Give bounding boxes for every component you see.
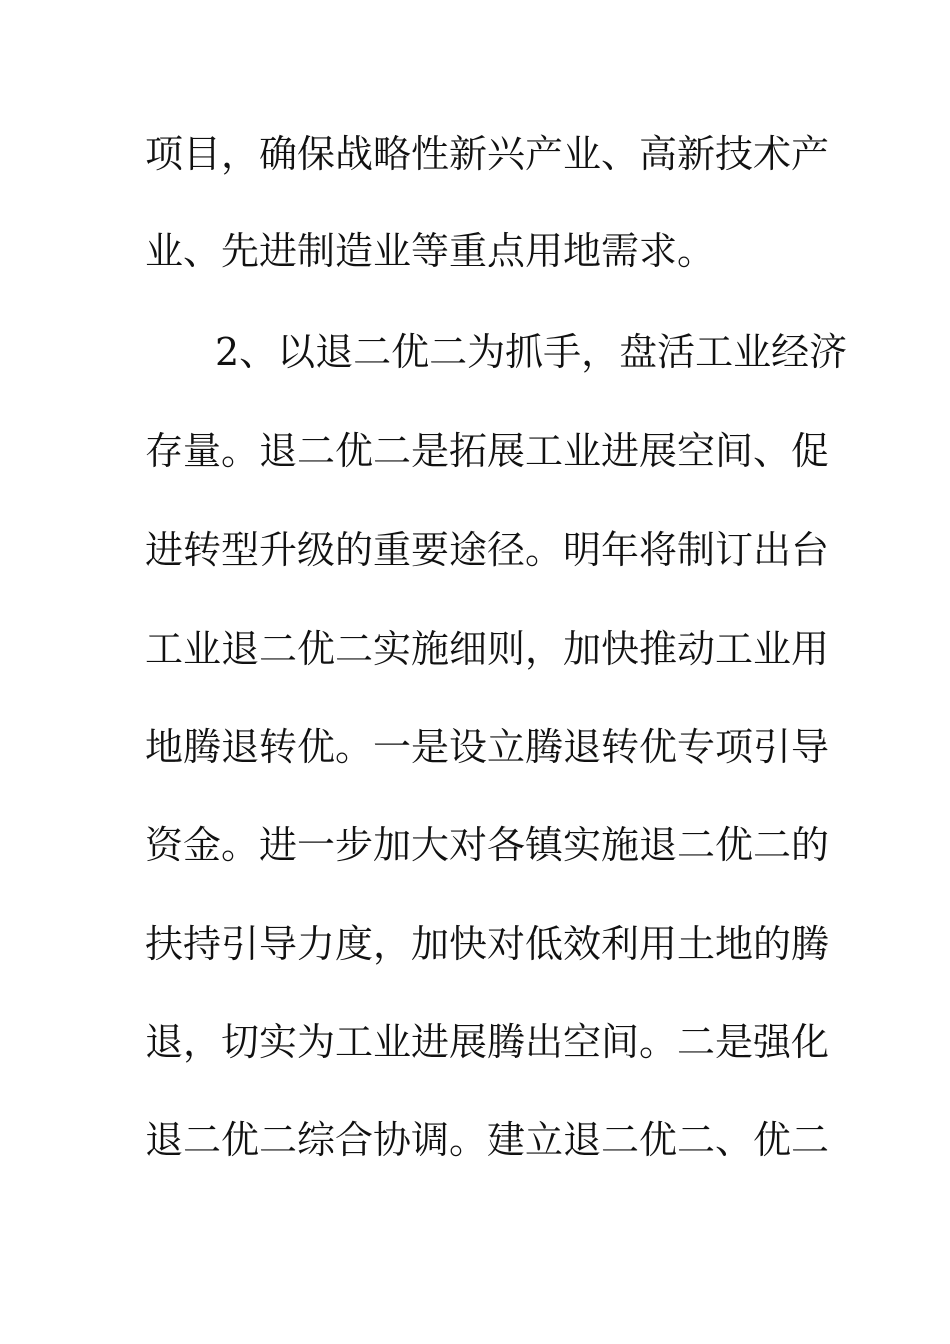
text-line-7: 地腾退转优。一是设立腾退转优专项引导	[145, 725, 830, 769]
text-line-6: 工业退二优二实施细则，加快推动工业用	[145, 627, 830, 671]
text-line-5: 进转型升级的重要途径。明年将制订出台	[145, 528, 830, 572]
text-line-9: 扶持引导力度，加快对低效利用土地的腾	[145, 922, 830, 966]
text-line-8: 资金。进一步加大对各镇实施退二优二的	[145, 823, 830, 867]
text-line-1: 项目，确保战略性新兴产业、高新技术产	[145, 132, 830, 176]
text-line-2: 业、先进制造业等重点用地需求。	[145, 229, 716, 273]
text-line-4: 存量。退二优二是拓展工业进展空间、促	[145, 429, 830, 473]
text-line-10: 退，切实为工业进展腾出空间。二是强化	[145, 1020, 830, 1064]
text-line-11: 退二优二综合协调。建立退二优二、优二	[145, 1118, 830, 1162]
paragraph-start-line: 2、以退二优二为抓手，盘活工业经济	[215, 330, 848, 374]
